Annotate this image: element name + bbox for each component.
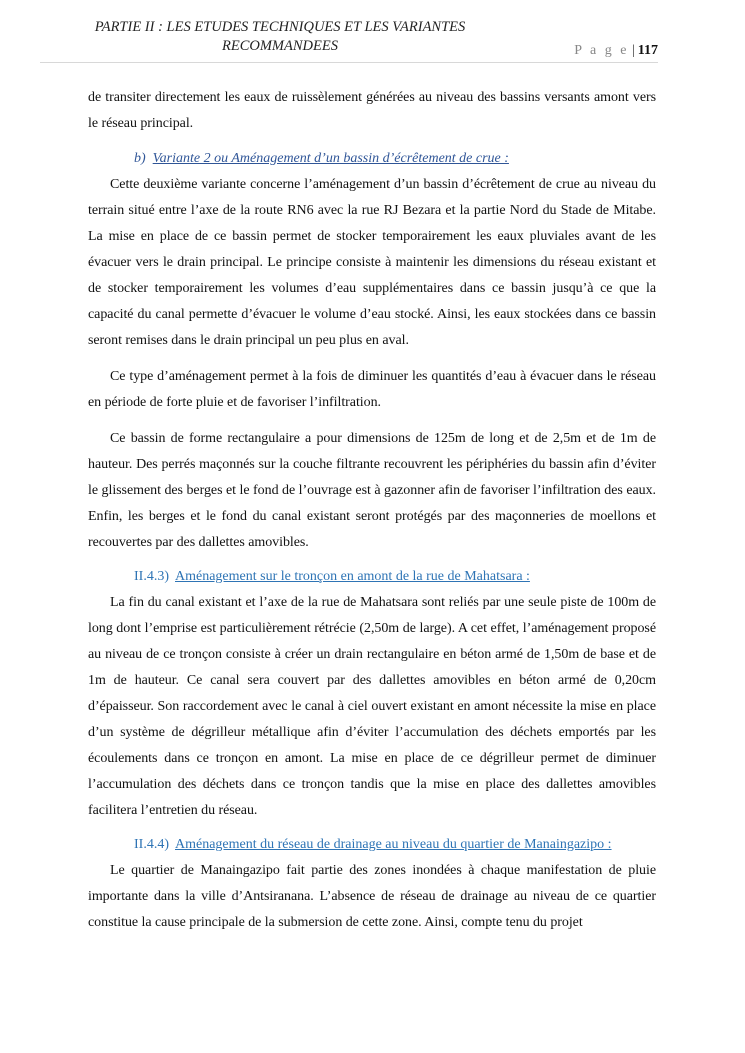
page-separator: | xyxy=(631,43,635,58)
subheading-text: Variante 2 ou Aménagement d’un bassin d’écrêtement de crue : xyxy=(152,151,509,166)
page-header xyxy=(40,18,658,63)
paragraph-manaingazipo: Le quartier de Manaingazipo fait partie des zones inondées à chaque manifestation de pluie importante dans la ville d’Antsiranana. L’absence de réseau de drainage au niveau de ce quartier constitue la cause principale de la submersion de cette zone. Ainsi, compte tenu du projet xyxy=(88,863,656,930)
section-heading-ii-4-3 xyxy=(88,564,656,590)
paragraph-bassin-dimensions: Ce bassin de forme rectangulaire a pour dimensions de 125m de long et de 2,5m et de 1m de hauteur. Des perrés maçonnés sur la couche filtrante recouvrent les périphéries du bassin afin d’éviter le glissement des berges et le fond de l’ouvrage est à gazonner afin de favoriser l’infiltration des eaux. Enfin, les berges et le fond du canal existant seront protégés par des maçonneries de moellons et recouvertes par des dallettes amovibles. xyxy=(88,431,656,550)
section-title: Aménagement sur le tronçon en amont de la rue de Mahatsara : xyxy=(175,569,530,584)
subheading-variante-2 xyxy=(88,146,656,172)
paragraph-amenagement-type: Ce type d’aménagement permet à la fois de diminuer les quantités d’eau à évacuer dans le réseau en période de forte pluie et de favoriser l’infiltration. xyxy=(88,369,656,410)
section-number: II.4.3) xyxy=(134,569,169,584)
header-title-line1: PARTIE II : LES ETUDES TECHNIQUES ET LES VARIANTES xyxy=(94,19,466,35)
subheading-prefix: b) xyxy=(134,151,146,166)
paragraph-mahatsara: La fin du canal existant et l’axe de la rue de Mahatsara sont reliés par une seule piste de 100m de long dont l’emprise est particulièrement rétrécie (2,50m de large). A cet effet, l’aménagement proposé au niveau de ce tronçon consiste à créer un drain rectangulaire en béton armé de 1,50m de base et de 1m de hauteur. Ce canal sera couvert par des dallettes amovibles en béton armé de 0,20cm d’épaisseur. Son raccordement avec le canal à ciel ouvert existant en amont nécessite la mise en place d’un système de dégrilleur métallique afin d’éviter l’accumulation des déchets emportés par les écoulements dans ce tronçon en amont. La mise en place de ce dégrilleur permet de diminuer l’accumulation des déchets dans ce tronçon tandis que la mise en place des dallettes amovibles facilitera l’entretien du réseau. xyxy=(88,595,656,818)
section-number: II.4.4) xyxy=(134,837,169,852)
paragraph-continuation: de transiter directement les eaux de ruissèlement générées au niveau des bassins versants amont vers le réseau principal. xyxy=(88,90,656,131)
page-label: P a g e xyxy=(574,43,629,58)
page-number-block xyxy=(574,43,658,59)
section-heading-ii-4-4 xyxy=(88,832,656,858)
page-number: 117 xyxy=(637,43,658,58)
section-title: Aménagement du réseau de drainage au niveau du quartier de Manaingazipo : xyxy=(175,837,612,852)
header-title xyxy=(60,18,500,56)
paragraph-bassin-intro: Cette deuxième variante concerne l’aménagement d’un bassin d’écrêtement de crue au niveau du terrain situé entre l’axe de la route RN6 avec la rue RJ Bezara et la partie Nord du Stade de Mitabe. La mise en place de ce bassin permet de stocker temporairement les eaux pluviales avant de les évacuer vers le drain principal. Le principe consiste à maintenir les dimensions du réseau existant et de stocker temporairement les volumes d’eau supplémentaires dans ce bassin jusqu’à ce que la capacité du canal permette d’évacuer le volume d’eau stocké. Ainsi, les eaux stockées dans ce bassin seront remises dans le drain principal un peu plus en aval. xyxy=(88,177,656,348)
document-body xyxy=(88,85,656,936)
header-title-line2: RECOMMANDEES xyxy=(222,38,338,54)
